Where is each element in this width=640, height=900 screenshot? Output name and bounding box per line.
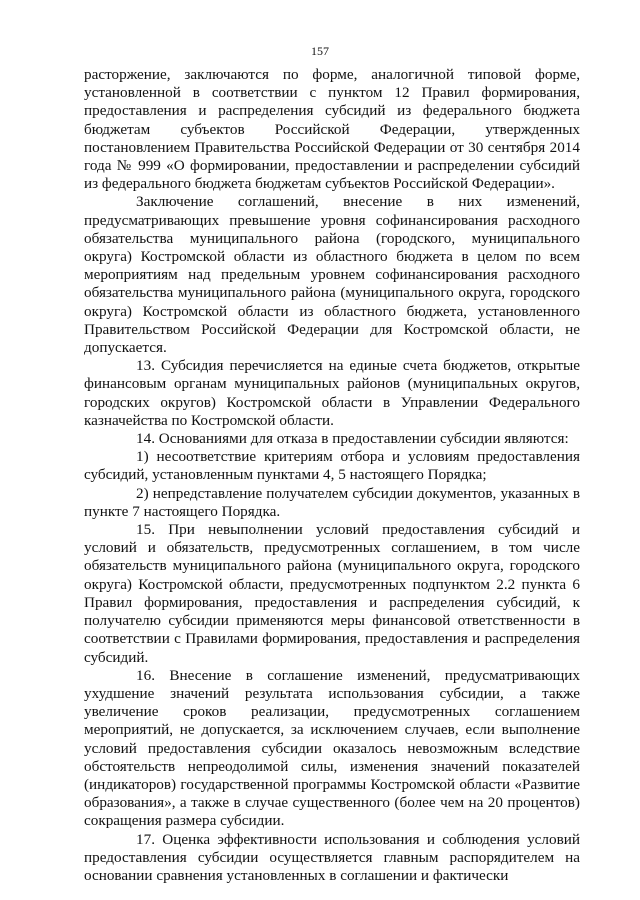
paragraph: Заключение соглашений, внесение в них изменений, предусматривающих превышение уровня софинансирования расходного обязательства муниципального района (городского, муниципального округа) Костромской области из областного бюджета в целом по всем мероприятиям над предельным уровнем софинансирования расходного обязательства муниципального района (муниципального округа, городского округа) Костромской области из областного бюджета, установленного Правительством Российской Федерации для Костромской области, не допускается. (84, 193, 580, 357)
body-text (84, 66, 580, 885)
page-number: 157 (311, 44, 329, 58)
paragraph: расторжение, заключаются по форме, аналогичной типовой форме, установленной в соответствии с пунктом 12 Правил формирования, предоставления и распределения субсидий из федерального бюджета бюджетам субъектов Российской Федерации, утвержденных постановлением Правительства Российской Федерации от 30 сентября 2014 года № 999 «О формировании, предоставлении и распределении субсидий из федерального бюджета бюджетам субъектов Российской Федерации». (84, 66, 580, 193)
paragraph: 15. При невыполнении условий предоставления субсидий и условий и обязательств, предусмотренных соглашением, в том числе обязательств муниципального района (муниципального округа, городского округа) Костромской области, предусмотренных подпунктом 2.2 пункта 6 Правил формирования, предоставления и распределения субсидий, к получателю субсидии применяются меры финансовой ответственности в соответствии с Правилами формирования, предоставления и распределения субсидий. (84, 521, 580, 666)
paragraph: 16. Внесение в соглашение изменений, предусматривающих ухудшение значений результата использования субсидии, а также увеличение сроков реализации, предусмотренных соглашением мероприятий, не допускается, за исключением случаев, если выполнение условий предоставления субсидии оказалось невозможным вследствие обстоятельств непреодолимой силы, изменения значений показателей (индикаторов) государственной программы Костромской области «Развитие образования», а также в случае существенного (более чем на 20 процентов) сокращения размера субсидии. (84, 666, 580, 830)
paragraph: 14. Основаниями для отказа в предоставлении субсидии являются: (136, 430, 569, 448)
paragraph: 13. Субсидия перечисляется на единые счета бюджетов, открытые финансовым органам муниципальных районов (муниципальных округов, городских округов) Костромской области в Управлении Федерального казначейства по Костромской области. (84, 357, 580, 429)
paragraph: 2) непредставление получателем субсидии документов, указанных в пункте 7 настоящего Порядка. (84, 484, 580, 520)
paragraph: 17. Оценка эффективности использования и соблюдения условий предоставления субсидии осуществляется главным распорядителем на основании сравнения установленных в соглашении и фактически (84, 830, 580, 884)
paragraph: 1) несоответствие критериям отбора и условиям предоставления субсидий, установленным пунктами 4, 5 настоящего Порядка; (84, 448, 580, 484)
